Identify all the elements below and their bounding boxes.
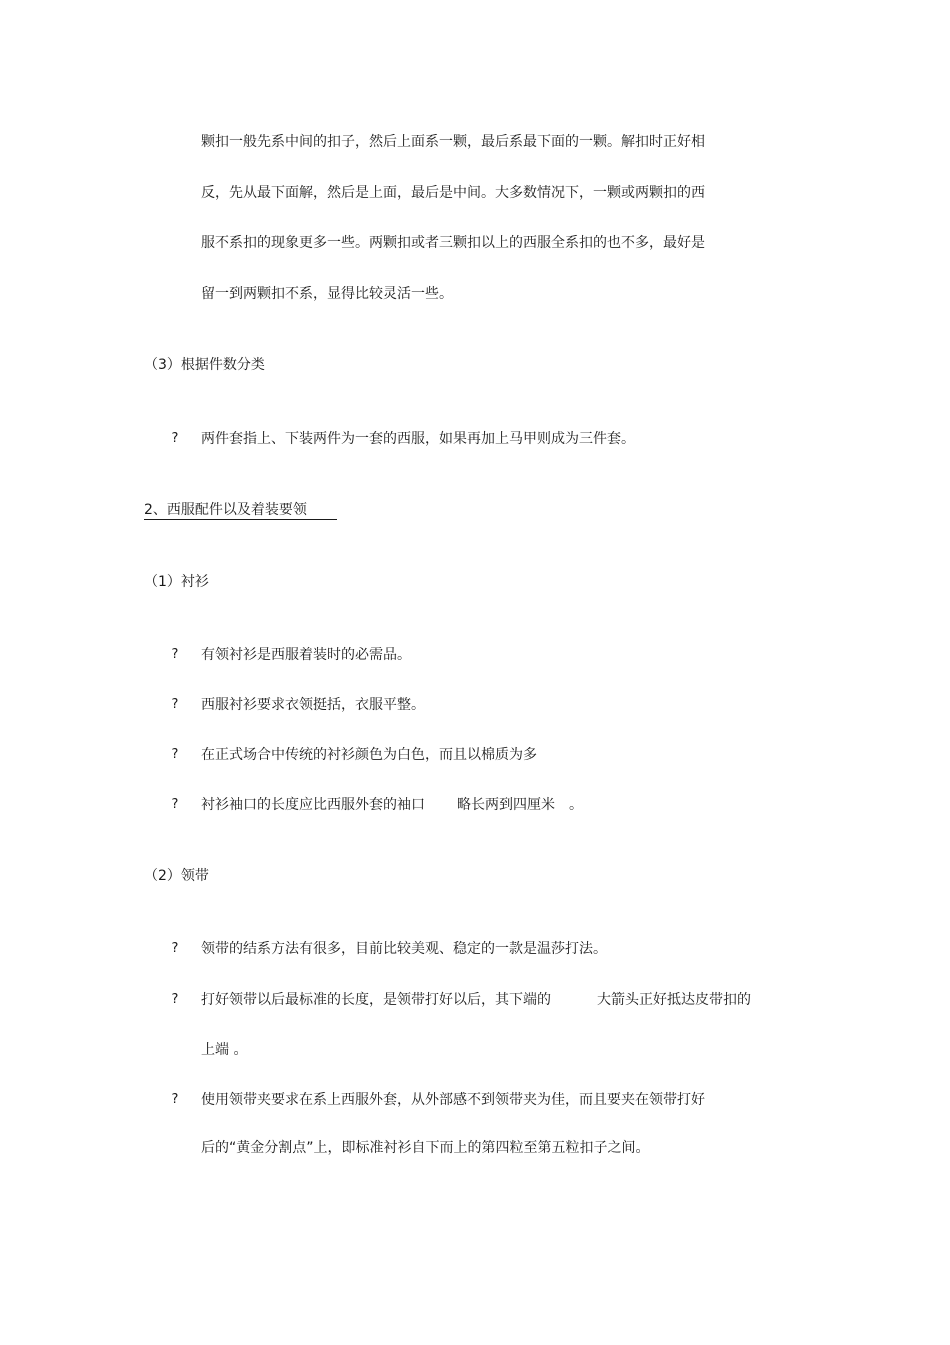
paragraph-line-3: 服不系扣的现象更多一些。两颗扣或者三颗扣以上的西服全系扣的也不多，最好是	[201, 235, 705, 251]
bullet-icon: ?	[171, 697, 179, 712]
list-item-tie-2	[201, 990, 751, 1010]
paragraph-line-4: 留一到两颗扣不系，显得比较灵活一些。	[201, 286, 453, 302]
bullet-icon: ?	[171, 992, 179, 1007]
list-item-tie-1: 领带的结系方法有很多，目前比较美观、稳定的一款是温莎打法。	[201, 941, 607, 957]
list-item-shirt-1: 有领衬衫是西服着装时的必需品。	[201, 647, 411, 663]
shirt-item4-part2: 略长两到四厘米	[457, 797, 555, 813]
heading-underline	[144, 519, 337, 520]
bullet-icon: ?	[171, 431, 179, 446]
bullet-icon: ?	[171, 797, 179, 812]
section-2-heading: 2、西服配件以及着装要领	[144, 502, 307, 518]
bullet-icon: ?	[171, 941, 179, 956]
list-item-shirt-3: 在正式场合中传统的衬衫颜色为白色，而且以棉质为多	[201, 747, 537, 763]
list-item-shirt-2: 西服衬衫要求衣领挺括，衣服平整。	[201, 697, 425, 713]
shirt-heading: （1）衬衫	[144, 574, 209, 590]
bullet-icon: ?	[171, 647, 179, 662]
tie-item2-part1: 打好领带以后最标准的长度，是领带打好以后，其下端的	[201, 992, 551, 1008]
paragraph-line-1: 颗扣一般先系中间的扣子，然后上面系一颗，最后系最下面的一颗。解扣时正好相	[201, 134, 705, 150]
paragraph-line-2: 反，先从最下面解，然后是上面，最后是中间。大多数情况下，一颗或两颗扣的西	[201, 185, 705, 201]
bullet-icon: ?	[171, 1092, 179, 1107]
shirt-item4-part1: 衬衫袖口的长度应比西服外套的袖口	[201, 797, 425, 813]
bullet-icon: ?	[171, 747, 179, 762]
shirt-item4-part3: 。	[569, 797, 583, 813]
list-item-two-piece: 两件套指上、下装两件为一套的西服，如果再加上马甲则成为三件套。	[201, 431, 635, 447]
list-item-shirt-4	[201, 795, 583, 815]
list-item-tie-2-cont: 上端 。	[201, 1042, 248, 1058]
list-item-tie-3-cont: 后的“黄金分割点”上，即标准衬衫自下而上的第四粒至第五粒扣子之间。	[201, 1140, 650, 1156]
tie-item2-part2: 大箭头正好抵达皮带扣的	[597, 992, 751, 1008]
section-3-heading: （3）根据件数分类	[144, 357, 265, 373]
list-item-tie-3: 使用领带夹要求在系上西服外套，从外部感不到领带夹为佳，而且要夹在领带打好	[201, 1092, 705, 1108]
tie-heading: （2）领带	[144, 868, 209, 884]
